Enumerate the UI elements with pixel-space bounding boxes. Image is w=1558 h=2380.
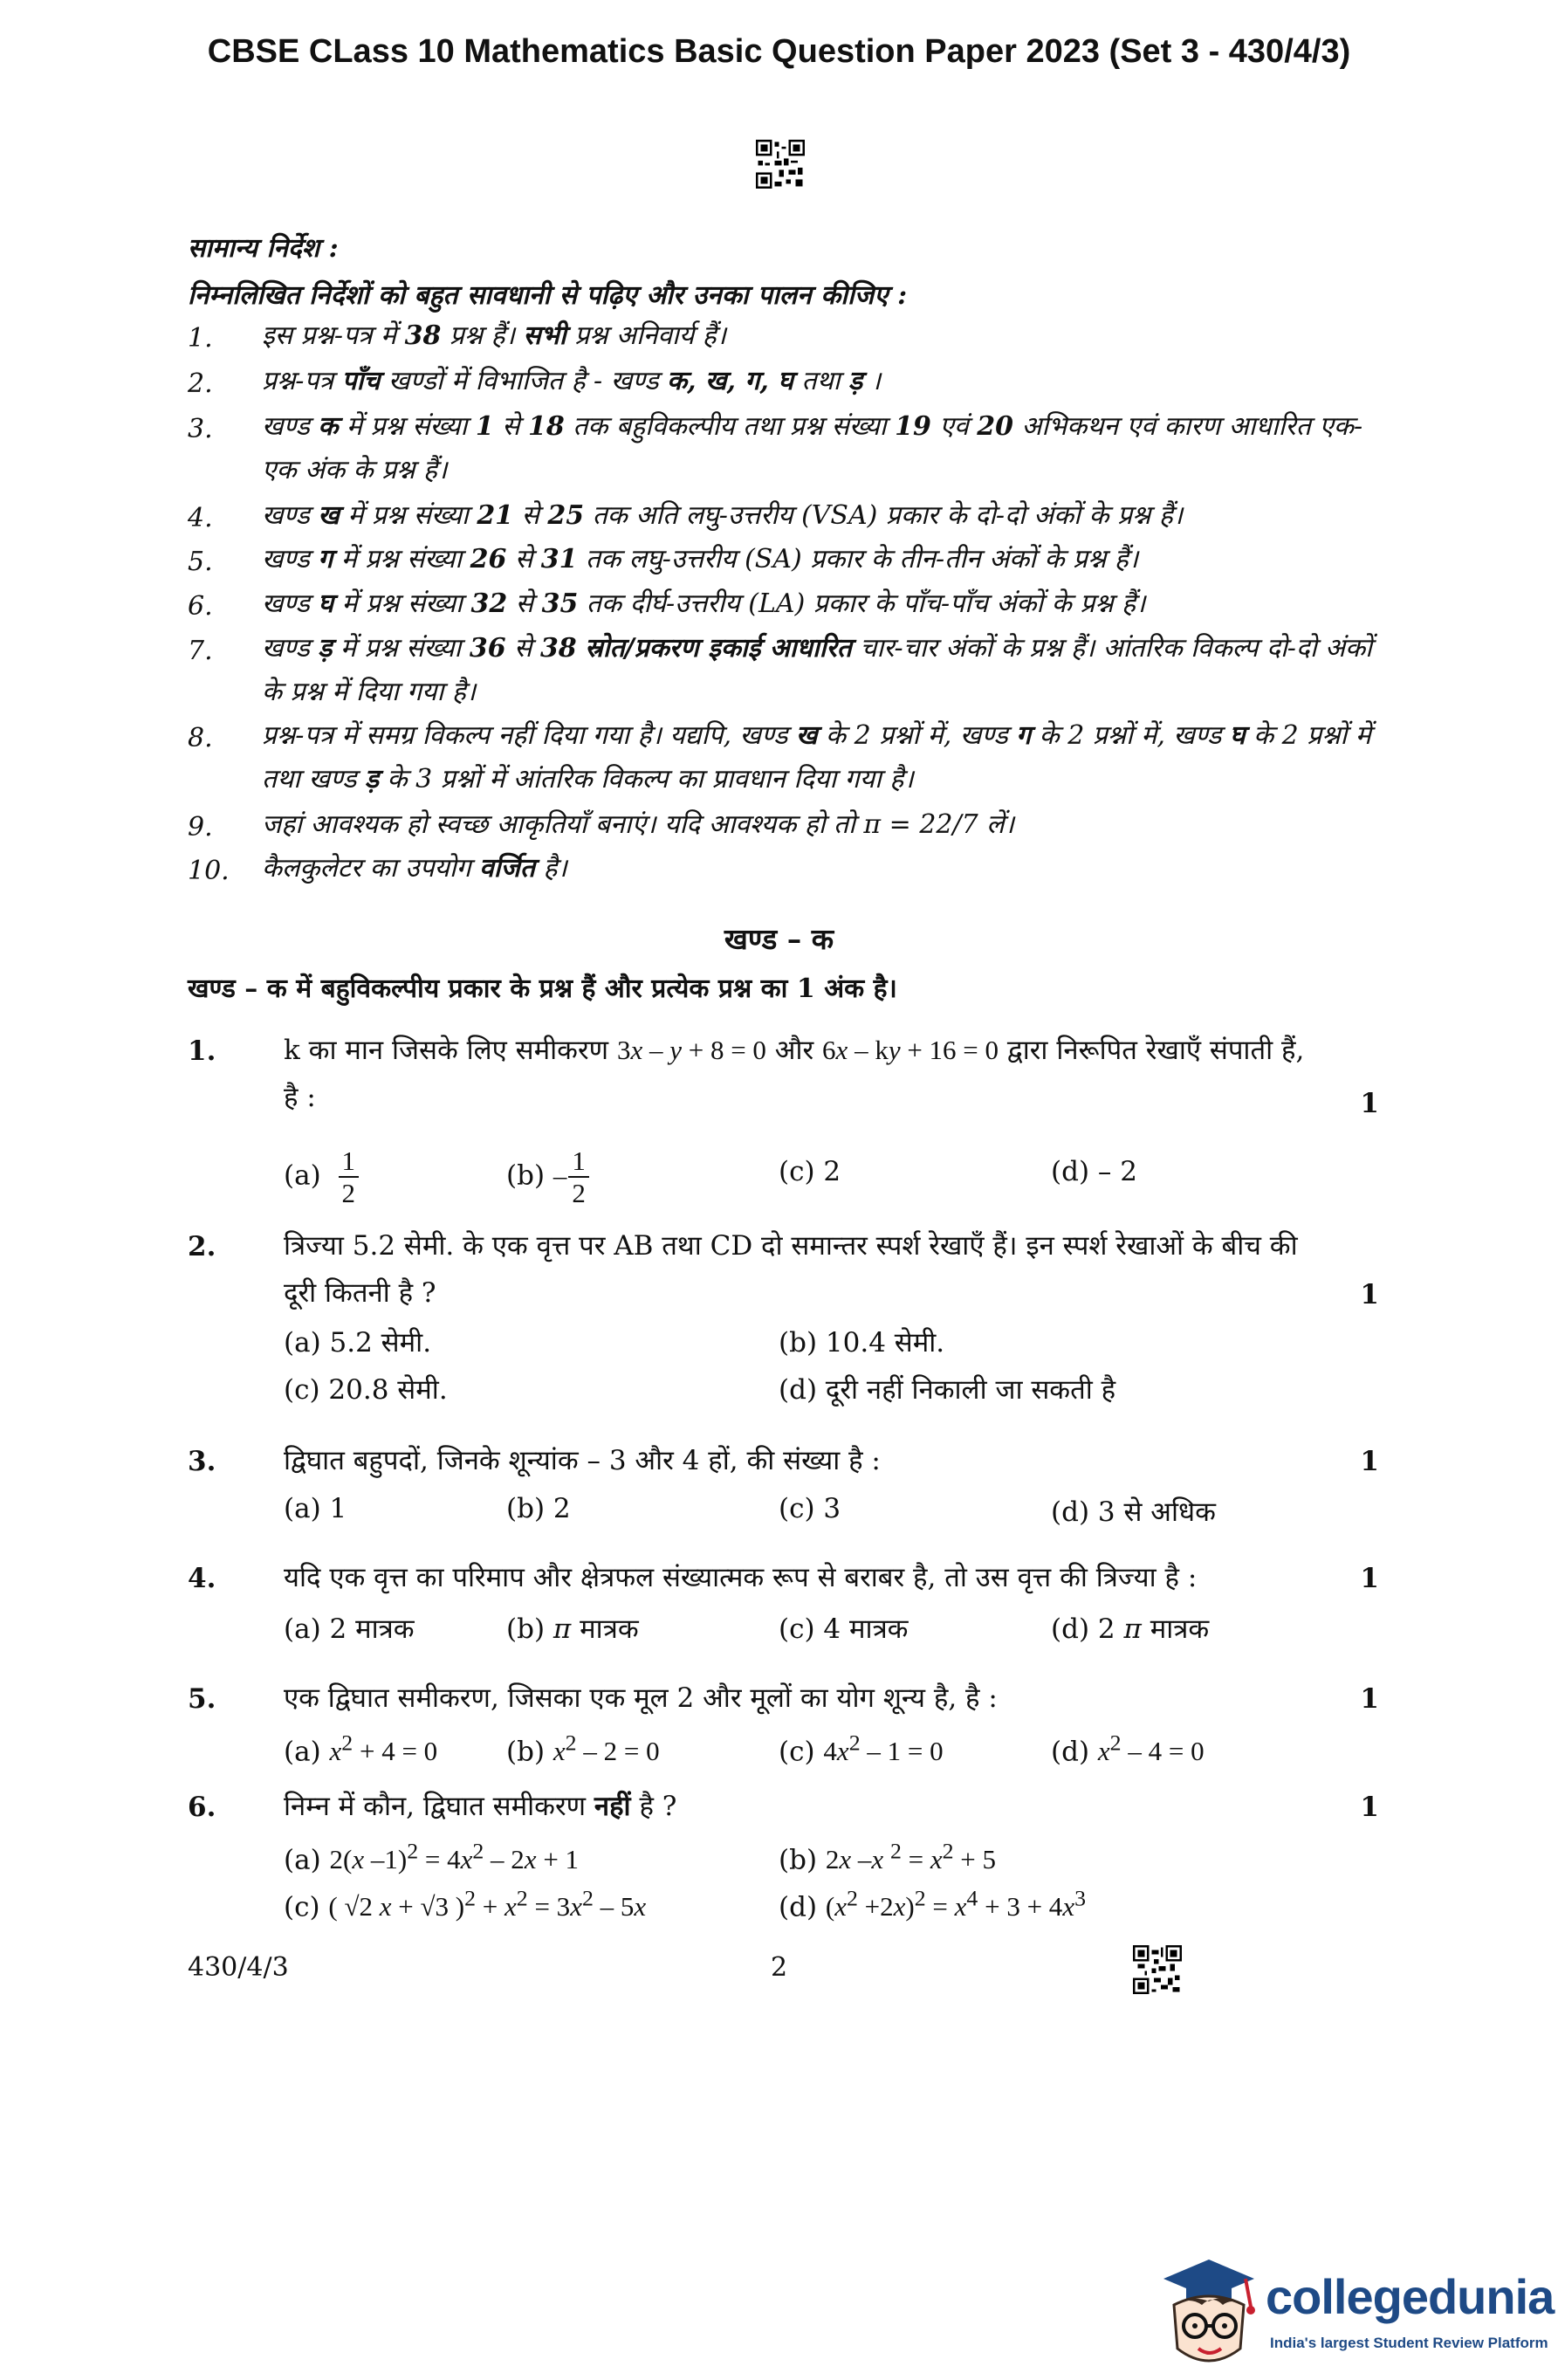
option-a — [284, 1730, 437, 1767]
instruction-text: खण्ड ग में प्रश्न संख्या 26 से 31 तक लघु-उत्तरीय (SA) प्रकार के तीन-तीन अंकों के प्रश्न हैं। — [262, 544, 1139, 574]
option-c — [779, 1730, 944, 1767]
question — [188, 1446, 1379, 1542]
option-label: (b) — [779, 1844, 818, 1876]
instruction-text: प्रश्न-पत्र पाँच खण्डों में विभाजित है - खण्ड क, ख, ग, घ तथा ड़ । — [262, 366, 882, 396]
option-label: (a) — [284, 1613, 321, 1645]
option-label: (b) — [779, 1327, 818, 1359]
option-value: 2 — [553, 1493, 571, 1524]
instruction-text: प्रश्न-पत्र में समग्र विकल्प नहीं दिया गया है। यद्यपि, खण्ड ख के 2 प्रश्नों में, खण्ड ग के 2 प्रश्नों में, खण्ड घ के 2 प्रश्नों में तथा खण्ड ड़ के 3 प्रश्नों में आंतरिक विकल्प का प्रावधान दिया गया है। — [262, 720, 1371, 794]
option-value: 2 π मात्रक — [1097, 1613, 1210, 1645]
question-text: निम्न में कौन, द्विघात समीकरण नहीं है ? — [284, 1791, 677, 1822]
instructions-title: सामान्य निर्देश : — [188, 233, 339, 264]
instruction-text: इस प्रश्न-पत्र में 38 प्रश्न हैं। सभी प्रश्न अनिवार्य हैं। — [262, 320, 727, 351]
option-label: (c) — [779, 1736, 815, 1768]
option-c — [284, 1886, 646, 1923]
instruction-text: खण्ड ख में प्रश्न संख्या 21 से 25 तक अति लघु-उत्तरीय (VSA) प्रकार के दो-दो अंकों के प्रश्न हैं। — [262, 500, 1184, 531]
option-value: $x^2 - 4 = 0$ — [1097, 1730, 1205, 1767]
option-label: (a) — [284, 1736, 321, 1768]
section-description: खण्ड – क में बहुविकल्पीय प्रकार के प्रश्न हैं और प्रत्येक प्रश्न का 1 अंक है। — [188, 973, 897, 1004]
option-b — [506, 1493, 571, 1524]
instruction-number: 8. — [188, 723, 213, 753]
option-value: ( √2 x + √3 )$^2 + x^2 = 3x^2 - 5x$ — [328, 1886, 647, 1923]
instruction-number: 3. — [188, 414, 213, 444]
question-marks: 1 — [1360, 1279, 1379, 1310]
question — [188, 1683, 1379, 1779]
option-label: (c) — [779, 1613, 815, 1645]
brand-tagline: India's largest Student Review Platform — [1270, 2335, 1548, 2351]
option-a — [284, 1839, 579, 1875]
option-value: 10.4 सेमी. — [825, 1327, 945, 1359]
option-b — [779, 1324, 944, 1360]
option-value: $\frac{1}{2}$ — [330, 1160, 360, 1192]
section-title: खण्ड – क — [724, 922, 834, 956]
option-label: (a) — [284, 1844, 321, 1876]
option-label: (b) — [506, 1159, 546, 1192]
question — [188, 1792, 1379, 1931]
question-text: k का मान जिसके लिए समीकरण 3x – y + 8 = 0 और 6x – ky + 16 = 0 द्वारा निरूपित रेखाएँ संपाती हैं, है : — [284, 1035, 1305, 1113]
instruction-number: 5. — [188, 547, 213, 577]
paper-title: CBSE CLass 10 Mathematics Basic Question Paper 2023 (Set 3 - 430/4/3) — [207, 33, 1351, 70]
page-number: 2 — [771, 1952, 788, 1983]
option-label: (b) — [506, 1613, 546, 1645]
question-number: 4. — [188, 1563, 216, 1594]
question-number: 1. — [188, 1035, 216, 1067]
question-marks: 1 — [1360, 1792, 1379, 1823]
question-marks: 1 — [1360, 1446, 1379, 1477]
qr-code-top — [756, 140, 805, 189]
option-label: (c) — [284, 1891, 320, 1923]
option-label: (b) — [506, 1736, 546, 1768]
instruction-number: 1. — [188, 323, 213, 354]
instructions-subtitle: निम्नलिखित निर्देशों को बहुत सावधानी से पढ़िए और उनका पालन कीजिए : — [188, 280, 908, 311]
option-label: (b) — [506, 1493, 546, 1524]
question-text: एक द्विघात समीकरण, जिसका एक मूल 2 और मूलों का योग शून्य है, है : — [284, 1682, 998, 1714]
option-value: 2x –x $^2 = x^2 + 5$ — [825, 1839, 997, 1875]
option-d — [1051, 1610, 1209, 1647]
option-value: 20.8 सेमी. — [328, 1374, 448, 1406]
option-d — [1051, 1493, 1216, 1530]
option-d — [779, 1371, 1115, 1407]
option-d — [1051, 1156, 1137, 1187]
option-value: 2 — [823, 1156, 841, 1187]
question-number: 2. — [188, 1231, 216, 1262]
option-label: (c) — [779, 1156, 815, 1187]
question-number: 5. — [188, 1683, 216, 1715]
option-c — [779, 1493, 841, 1524]
option-value: दूरी नहीं निकाली जा सकती है — [825, 1374, 1116, 1406]
option-label: (d) — [1051, 1736, 1090, 1768]
option-value: 2(x $-1)^2 = 4x^2 - 2x + 1$ — [329, 1839, 580, 1875]
question-marks: 1 — [1360, 1563, 1379, 1594]
instruction-text: कैलकुलेटर का उपयोग वर्जित है। — [262, 853, 567, 884]
option-value: $(x^2 +2x)^2 = x^4 + 3 + 4x^3$ — [825, 1886, 1086, 1923]
question-marks: 1 — [1360, 1683, 1379, 1715]
question-marks: 1 — [1360, 1088, 1379, 1119]
option-label: (d) — [1051, 1613, 1090, 1645]
instruction-number: 2. — [188, 368, 213, 399]
instruction-number: 10. — [188, 856, 230, 886]
instruction-text: खण्ड घ में प्रश्न संख्या 32 से 35 तक दीर्घ-उत्तरीय (LA) प्रकार के पाँच-पाँच अंकों के प्रश्न हैं। — [262, 588, 1146, 619]
option-label: (a) — [284, 1159, 321, 1192]
option-a — [284, 1147, 359, 1207]
option-label: (a) — [284, 1493, 321, 1524]
option-value: $x^2 - 2 = 0$ — [553, 1730, 660, 1767]
option-label: (c) — [779, 1493, 815, 1524]
option-a — [284, 1493, 347, 1524]
option-value: $4x^2 - 1 = 0$ — [823, 1730, 944, 1767]
option-d — [779, 1886, 1086, 1923]
option-label: (d) — [779, 1891, 818, 1923]
question-text: यदि एक वृत्त का परिमाप और क्षेत्रफल संख्यात्मक रूप से बराबर है, तो उस वृत्त की त्रिज्या है : — [284, 1562, 1198, 1593]
option-c — [284, 1371, 448, 1407]
question-number: 6. — [188, 1792, 216, 1823]
option-value: π मात्रक — [553, 1613, 639, 1645]
option-value: 3 से अधिक — [1097, 1496, 1216, 1528]
option-value: 2 मात्रक — [329, 1613, 415, 1645]
option-d — [1051, 1730, 1205, 1767]
question — [188, 1231, 1379, 1423]
option-a — [284, 1324, 431, 1360]
question-number: 3. — [188, 1446, 216, 1477]
option-value: $x^2 + 4 = 0$ — [329, 1730, 438, 1767]
option-value: 1 — [329, 1493, 347, 1524]
option-label: (c) — [284, 1374, 320, 1406]
instruction-number: 9. — [188, 812, 213, 843]
qr-code-footer — [1133, 1945, 1182, 1994]
instruction-number: 4. — [188, 503, 213, 533]
option-b — [506, 1730, 660, 1767]
question — [188, 1563, 1379, 1659]
question — [188, 1035, 1379, 1210]
option-b — [506, 1147, 589, 1207]
option-value: 3 — [823, 1493, 841, 1524]
option-value: – $\frac{1}{2}$ — [553, 1160, 589, 1192]
question-text: द्विघात बहुपदों, जिनके शून्यांक – 3 और 4 हों, की संख्या है : — [284, 1445, 881, 1476]
option-value: – 2 — [1097, 1156, 1137, 1187]
instruction-text: खण्ड ड़ में प्रश्न संख्या 36 से 38 स्रोत/प्रकरण इकाई आधारित चार-चार अंकों के प्रश्न हैं। आंतरिक विकल्प दो-दो अंकों के प्रश्न में दिया गया है। — [262, 633, 1372, 707]
mascot-icon — [1148, 2244, 1261, 2375]
brand-name: collegedunia — [1266, 2269, 1555, 2324]
option-b — [779, 1839, 996, 1875]
option-label: (d) — [1051, 1156, 1090, 1187]
question-text: त्रिज्या 5.2 सेमी. के एक वृत्त पर AB तथा CD दो समान्तर स्पर्श रेखाएँ हैं। इन स्पर्श रेखाओं के बीच की दूरी कितनी है ? — [284, 1230, 1298, 1309]
option-value: 5.2 सेमी. — [329, 1327, 432, 1359]
instruction-number: 6. — [188, 591, 213, 622]
instruction-text: जहां आवश्यक हो स्वच्छ आकृतियाँ बनाएं। यदि आवश्यक हो तो π = 22/7 लें। — [262, 809, 1014, 840]
instruction-number: 7. — [188, 636, 213, 666]
instruction-text: खण्ड क में प्रश्न संख्या 1 से 18 तक बहुविकल्पीय तथा प्रश्न संख्या 19 एवं 20 अभिकथन एवं कारण आधारित एक-एक अंक के प्रश्न हैं। — [262, 411, 1363, 485]
option-c — [779, 1610, 909, 1647]
collegedunia-logo — [1148, 2244, 1555, 2375]
option-c — [779, 1156, 841, 1187]
option-value: 4 मात्रक — [823, 1613, 909, 1645]
footer-paper-code: 430/4/3 — [188, 1952, 289, 1983]
option-a — [284, 1610, 415, 1647]
option-label: (d) — [779, 1374, 818, 1406]
option-label: (d) — [1051, 1496, 1090, 1528]
option-b — [506, 1610, 639, 1647]
option-label: (a) — [284, 1327, 321, 1359]
